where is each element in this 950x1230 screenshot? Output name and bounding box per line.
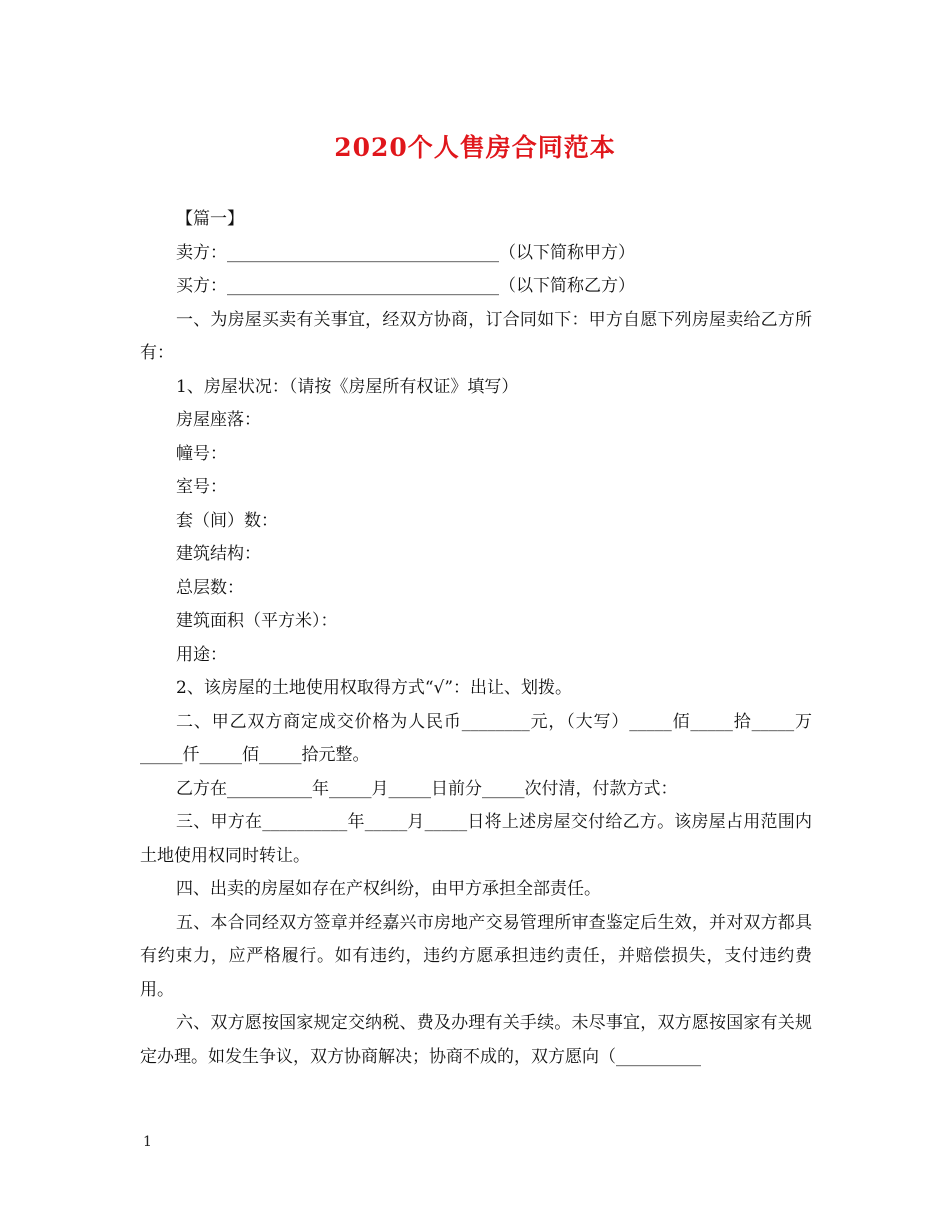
building-structure: 建筑结构： xyxy=(176,544,261,564)
clause-6-taxes: 六、双方愿按国家规定交纳税、费及办理有关手续。未尽事宜，双方愿按国家有关规定办理。如发生争议，双方协商解决；协商不成的，双方愿向（__________ xyxy=(140,1013,812,1067)
contract-body xyxy=(140,203,812,1074)
section-heading: 【篇一】 xyxy=(176,209,244,229)
clause-4-dispute: 四、出卖的房屋如存在产权纠纷，由甲方承担全部责任。 xyxy=(176,879,601,899)
clause-2-price: 二、甲乙双方商定成交价格为人民币________元，（大写）_____佰_____拾_____万_____仟_____佰_____拾元整。 xyxy=(140,711,812,765)
buyer-line: 买方：________________________________（以下简称乙方） xyxy=(176,276,635,296)
room-count: 套（间）数： xyxy=(176,510,278,531)
house-location: 房屋座落： xyxy=(176,410,261,430)
building-number: 幢号： xyxy=(176,443,227,464)
page-number: 1 xyxy=(143,1134,152,1150)
total-floors: 总层数： xyxy=(176,577,244,598)
building-area: 建筑面积（平方米）： xyxy=(176,611,338,631)
seller-line: 卖方：________________________________（以下简称甲方） xyxy=(176,242,635,263)
usage: 用途： xyxy=(176,644,227,665)
clause-5-effect: 五、本合同经双方签章并经嘉兴市房地产交易管理所审查鉴定后生效，并对双方都具有约束力，应严格履行。如有违约，违约方愿承担违约责任，并赔偿损失，支付违约费用。 xyxy=(140,912,812,1000)
room-number: 室号： xyxy=(176,477,227,497)
clause-1: 一、为房屋买卖有关事宜，经双方协商，订合同如下：甲方自愿下列房屋卖给乙方所有： xyxy=(140,309,812,363)
payment-terms: 乙方在__________年_____月_____日前分_____次付清，付款方式： xyxy=(176,778,678,799)
land-use-right: 2、该房屋的土地使用权取得方式“√”：出让、划拨。 xyxy=(176,678,573,698)
house-status: 1、房屋状况：（请按《房屋所有权证》填写） xyxy=(176,376,519,397)
clause-3-delivery: 三、甲方在__________年_____月_____日将上述房屋交付给乙方。该房屋占用范围内土地使用权同时转让。 xyxy=(140,812,812,866)
document-title: 2020个人售房合同范本 xyxy=(334,133,616,162)
